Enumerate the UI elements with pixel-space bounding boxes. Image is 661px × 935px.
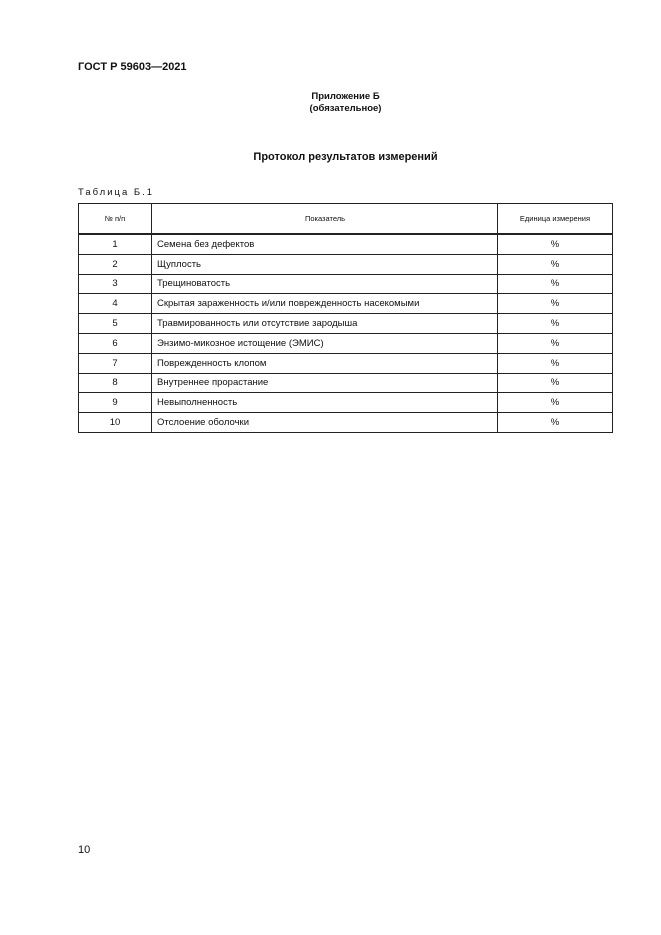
row-unit: % — [498, 373, 613, 393]
annex-status: (обязательное) — [309, 103, 382, 114]
row-indicator: Скрытая зараженность и/или поврежденность насекомыми — [152, 294, 498, 314]
row-unit: % — [498, 353, 613, 373]
table-header — [79, 204, 613, 235]
row-number: 5 — [79, 314, 152, 334]
row-indicator: Трещиноватость — [152, 274, 498, 294]
annex-title: Приложение Б — [311, 91, 380, 102]
document-title — [0, 151, 661, 163]
document-title-text: Протокол результатов измерений — [253, 151, 438, 163]
table-row — [79, 413, 613, 433]
table-row — [79, 373, 613, 393]
row-number: 2 — [79, 254, 152, 274]
column-header-number: № п/п — [79, 204, 152, 235]
results-table — [78, 203, 613, 433]
column-header-unit: Единица измерения — [498, 204, 613, 235]
row-indicator: Невыполненность — [152, 393, 498, 413]
row-unit: % — [498, 393, 613, 413]
row-unit: % — [498, 274, 613, 294]
column-header-indicator: Показатель — [152, 204, 498, 235]
row-number: 6 — [79, 333, 152, 353]
table-row — [79, 294, 613, 314]
row-indicator: Внутреннее прорастание — [152, 373, 498, 393]
table-row — [79, 393, 613, 413]
row-number: 3 — [79, 274, 152, 294]
row-unit: % — [498, 413, 613, 433]
row-number: 1 — [79, 234, 152, 254]
header-row — [79, 204, 613, 235]
table-row — [79, 314, 613, 334]
table-row — [79, 274, 613, 294]
row-unit: % — [498, 333, 613, 353]
row-indicator: Поврежденность клопом — [152, 353, 498, 373]
row-indicator: Щуплость — [152, 254, 498, 274]
table-row — [79, 353, 613, 373]
row-indicator: Энзимо-микозное истощение (ЭМИС) — [152, 333, 498, 353]
row-indicator: Отслоение оболочки — [152, 413, 498, 433]
row-number: 4 — [79, 294, 152, 314]
row-number: 9 — [79, 393, 152, 413]
row-number: 8 — [79, 373, 152, 393]
row-indicator: Семена без дефектов — [152, 234, 498, 254]
table-row — [79, 333, 613, 353]
row-unit: % — [498, 294, 613, 314]
page-number: 10 — [78, 844, 91, 856]
row-number: 10 — [79, 413, 152, 433]
standard-code: ГОСТ Р 59603—2021 — [78, 61, 187, 73]
row-number: 7 — [79, 353, 152, 373]
row-unit: % — [498, 254, 613, 274]
annex-heading — [0, 91, 661, 115]
row-indicator: Травмированность или отсутствие зародыша — [152, 314, 498, 334]
table-body — [79, 234, 613, 432]
row-unit: % — [498, 234, 613, 254]
table-row — [79, 234, 613, 254]
table-caption: Таблица Б.1 — [78, 187, 155, 198]
table-row — [79, 254, 613, 274]
row-unit: % — [498, 314, 613, 334]
